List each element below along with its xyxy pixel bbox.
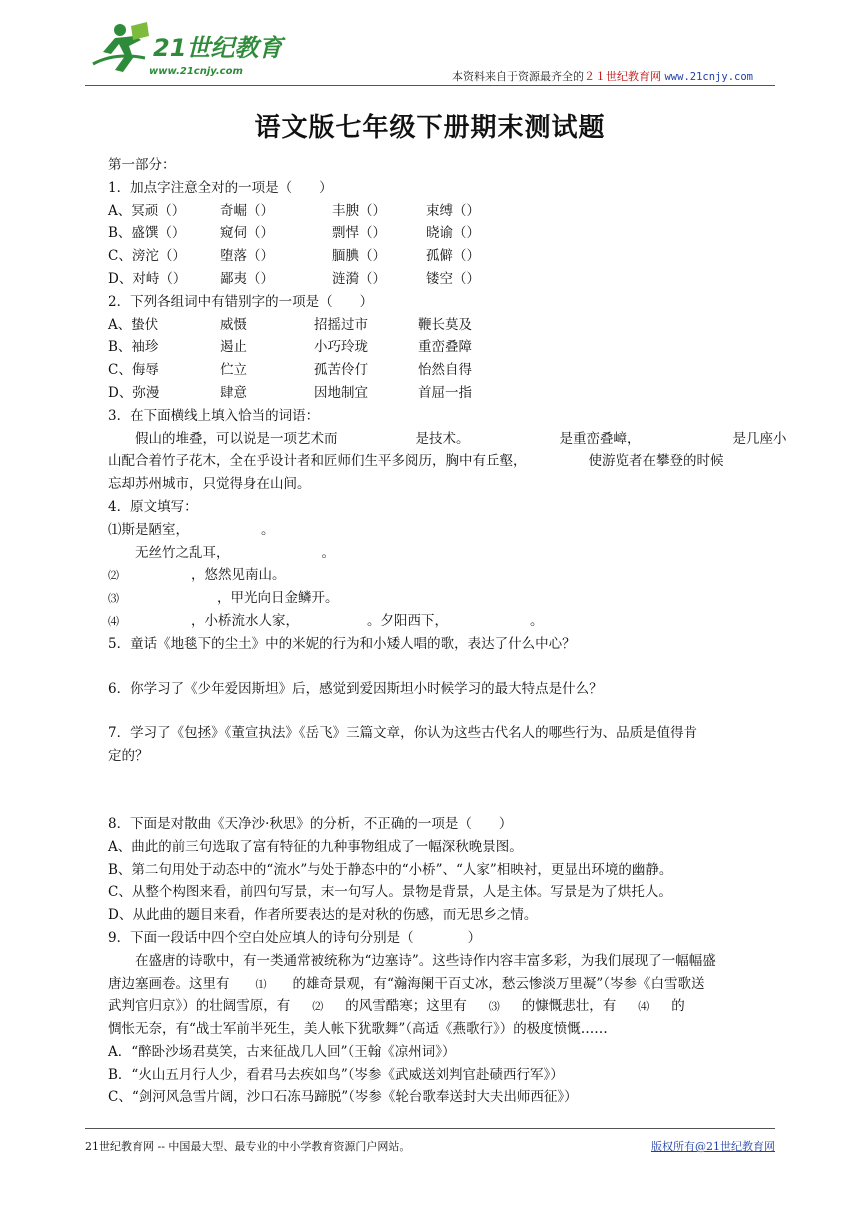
q1-option-d: D、对峙（） 鄙夷（） 涟漪（） 镂空（）: [108, 270, 480, 287]
q9-option-a: A．“醉卧沙场君莫笑，古来征战几人回”（王翰《凉州词》）: [108, 1043, 456, 1060]
page-header: [85, 18, 775, 84]
svg-text:www.21cnjy.com: www.21cnjy.com: [149, 66, 243, 77]
q8-option-b: B、第二句用处于动态中的“流水”与处于静态中的“小桥”、“人家”相映衬，更显出环境的幽静。: [108, 861, 673, 878]
q3-stem: 3．在下面横线上填入恰当的词语：: [108, 407, 320, 424]
footer-text: 21世纪教育网 -- 中国最大型、最专业的中小学教育资源门户网站。: [85, 1140, 411, 1153]
q4-line-1: ⑴斯是陋室， 。: [108, 521, 275, 538]
q4-stem: 4．原文填写：: [108, 498, 198, 515]
part-label: 第一部分：: [108, 157, 176, 173]
footer-divider: [85, 1128, 775, 1129]
site-logo: [85, 18, 315, 80]
q2-option-b: B、袖珍 遏止 小巧玲珑 重峦叠障: [108, 339, 472, 356]
q2-option-c: C、侮辱 伫立 孤苦伶仃 怡然自得: [108, 362, 472, 379]
q4-line-5: ⑷ ，小桥流水人家， 。夕阳西下， 。: [108, 612, 544, 629]
q4-line-2: 无丝竹之乱耳， 。: [135, 544, 335, 561]
q3-line-2: 山配合着竹子花木，全在乎设计者和匠师们生平多阅历，胸中有丘壑， 使游览者在攀登的时候: [108, 453, 724, 470]
q1-stem: 1．加点字注意全对的一项是（ ）: [108, 179, 333, 196]
q9-line-1: 在盛唐的诗歌中，有一类通常被统称为“边塞诗”。这些诗作内容丰富多彩，为我们展现了一幅幅盛: [135, 952, 716, 969]
q3-line-3: 忘却苏州城市，只觉得身在山间。: [108, 476, 311, 493]
q4-line-3: ⑵ ，悠然见南山。: [108, 567, 286, 584]
header-divider: [85, 85, 775, 86]
q2-stem: 2．下列各组词中有错别字的一项是（ ）: [108, 293, 374, 310]
page-footer: [85, 1128, 775, 1153]
q8-stem: 8．下面是对散曲《天净沙·秋思》的分析，不正确的一项是（ ）: [108, 815, 513, 832]
q8-option-d: D、从此曲的题目来看，作者所要表达的是对秋的伤感，而无思乡之情。: [108, 907, 538, 924]
q5-stem: 5．童话《地毯下的尘土》中的米妮的行为和小矮人唱的歌，表达了什么中心？: [108, 635, 576, 652]
q9-line-3: 武判官归京》）的壮阔雪原，有 ⑵ 的风雪酷寒；这里有 ⑶ 的慷慨悲壮，有 ⑷ 的: [108, 998, 685, 1015]
q9-option-b: B．“火山五月行人少，看君马去疾如鸟”（岑参《武威送刘判官赴碛西行军》）: [108, 1066, 564, 1083]
q1-option-a: A、冥顽（） 奇崛（） 丰腴（） 束缚（）: [108, 202, 480, 219]
q6-stem: 6．你学习了《少年爱因斯坦》后，感觉到爱因斯坦小时候学习的最大特点是什么？: [108, 680, 603, 697]
q9-option-c: C、“剑河风急雪片阔，沙口石冻马蹄脱”（岑参《轮台歌奉送封大夫出师西征》）: [108, 1089, 578, 1106]
page-title: 语文版七年级下册期末测试题: [254, 113, 606, 143]
q4-line-4: ⑶ ，甲光向日金鳞开。: [108, 590, 339, 607]
q9-line-4: 惆怅无奈，有“战士军前半死生，美人帐下犹歌舞”（高适《燕歌行》）的极度愤慨……: [108, 1021, 608, 1038]
q1-option-c: C、滂沱（） 堕落（） 腼腆（） 孤僻（）: [108, 248, 480, 265]
q9-stem: 9．下面一段话中四个空白处应填人的诗句分别是（ ）: [108, 929, 482, 946]
q3-line-1: 假山的堆叠，可以说是一项艺术而 是技术。 是重峦叠嶂， 是几座小: [135, 430, 787, 447]
q8-option-a: A、曲此的前三句选取了富有特征的九种事物组成了一幅深秋晚景图。: [108, 838, 523, 855]
copyright-link[interactable]: 版权所有@21世纪教育网: [651, 1140, 775, 1153]
q2-option-a: A、蛰伏 威慑 招摇过市 鞭长莫及: [108, 316, 472, 333]
header-url-link[interactable]: www.21cnjy.com: [664, 71, 753, 83]
q7-stem: 7．学习了《包拯》《董宣执法》《岳飞》三篇文章，你认为这些古代名人的哪些行为、品质是值得肯: [108, 725, 698, 742]
exam-content: [108, 154, 787, 1109]
q1-option-b: B、盛馔（） 窥伺（） 剽悍（） 晓谕（）: [108, 225, 480, 242]
svg-text:21世纪教育: 21世纪教育: [153, 34, 283, 62]
q7-stem-cont: 定的？: [108, 748, 149, 765]
q9-line-2: 唐边塞画卷。这里有 ⑴ 的雄奇景观，有“瀚海阑干百丈冰，愁云惨淡万里凝”（岑参《白雪歌送: [108, 975, 705, 992]
q8-option-c: C、从整个构图来看，前四句写景，末一句写人。景物是背景，人是主体。写景是为了烘托人。: [108, 884, 672, 901]
q2-option-d: D、弥漫 肆意 因地制宜 首屈一指: [108, 384, 472, 401]
header-note: 本资料来自于资源最齐全的２１世纪教育网 www.21cnjy.com: [451, 70, 753, 83]
